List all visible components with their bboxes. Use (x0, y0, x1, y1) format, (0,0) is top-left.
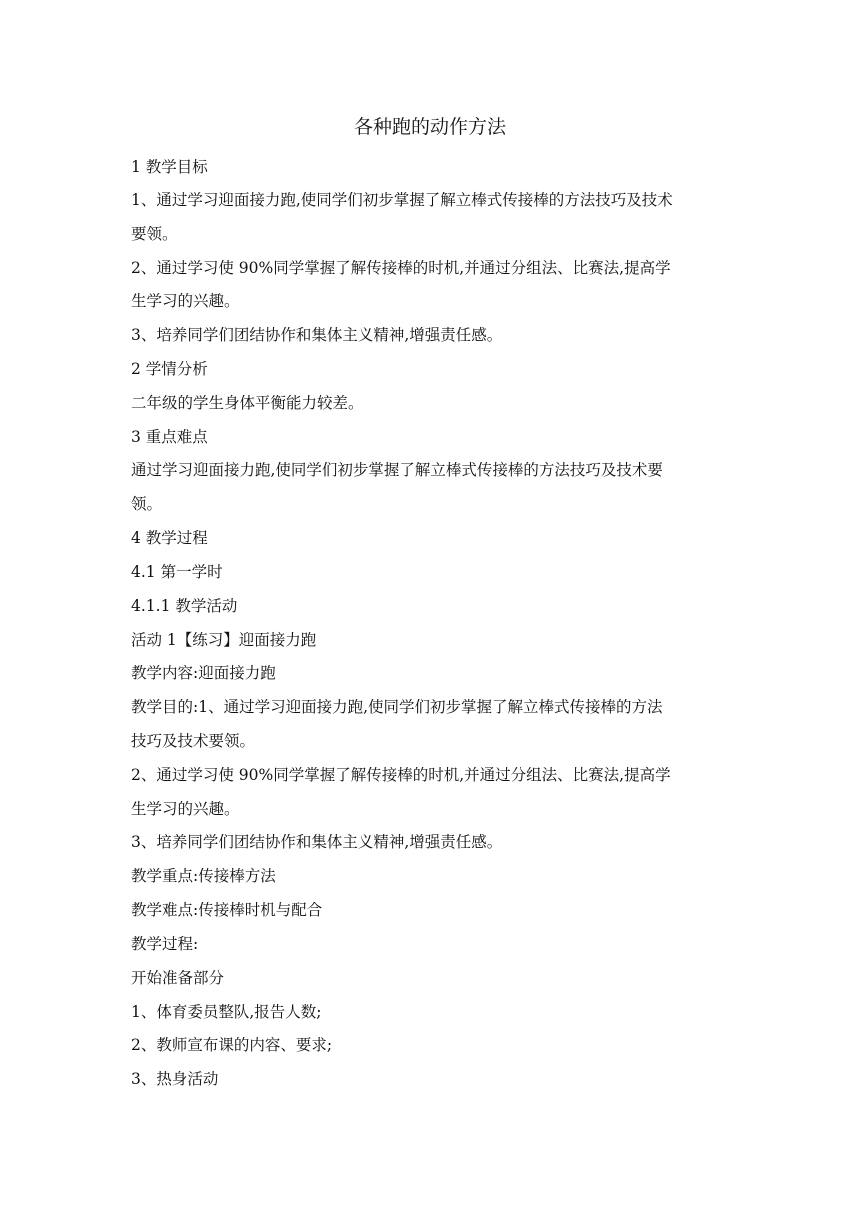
paragraph-line: 教学过程: (131, 935, 199, 953)
paragraph-line: 3、热身活动 (131, 1070, 219, 1088)
paragraph-line: 3、培养同学们团结协作和集体主义精神,增强责任感。 (131, 326, 503, 344)
paragraph-line: 教学目的:1、通过学习迎面接力跑,使同学们初步掌握了解立棒式传接棒的方法 (131, 698, 663, 716)
paragraph-line: 2、通过学习使 90%同学掌握了解传接棒的时机,并通过分组法、比赛法,提高学 (131, 766, 671, 784)
section-heading-keypoints: 3 重点难点 (131, 428, 208, 446)
section-heading-analysis: 2 学情分析 (131, 360, 208, 378)
section-heading-objectives: 1 教学目标 (131, 158, 208, 176)
paragraph-line: 生学习的兴趣。 (131, 292, 240, 310)
paragraph-line: 2、教师宣布课的内容、要求; (131, 1036, 333, 1054)
paragraph-line: 生学习的兴趣。 (131, 800, 240, 818)
paragraph-line: 教学内容:迎面接力跑 (131, 664, 276, 682)
paragraph-line: 教学难点:传接棒时机与配合 (131, 901, 323, 919)
activity-heading: 活动 1【练习】迎面接力跑 (131, 631, 317, 649)
paragraph-line: 3、培养同学们团结协作和集体主义精神,增强责任感。 (131, 833, 503, 851)
paragraph-line: 领。 (131, 495, 163, 513)
paragraph-line: 通过学习迎面接力跑,使同学们初步掌握了解立棒式传接棒的方法技巧及技术要 (131, 461, 663, 479)
paragraph-line: 教学重点:传接棒方法 (131, 867, 276, 885)
subsection-heading: 4.1.1 教学活动 (131, 597, 238, 615)
paragraph-line: 2、通过学习使 90%同学掌握了解传接棒的时机,并通过分组法、比赛法,提高学 (131, 259, 671, 277)
paragraph-line: 要领。 (131, 225, 178, 243)
paragraph-line: 技巧及技术要领。 (131, 732, 256, 750)
section-heading-process: 4 教学过程 (131, 529, 208, 547)
paragraph-line: 开始准备部分 (131, 969, 225, 987)
paragraph-line: 1、体育委员整队,报告人数; (131, 1003, 322, 1021)
paragraph-line: 1、通过学习迎面接力跑,使同学们初步掌握了解立棒式传接棒的方法技巧及技术 (131, 191, 673, 209)
paragraph-line: 二年级的学生身体平衡能力较差。 (131, 394, 364, 412)
subsection-heading: 4.1 第一学时 (131, 563, 223, 581)
page-title: 各种跑的动作方法 (353, 116, 506, 138)
